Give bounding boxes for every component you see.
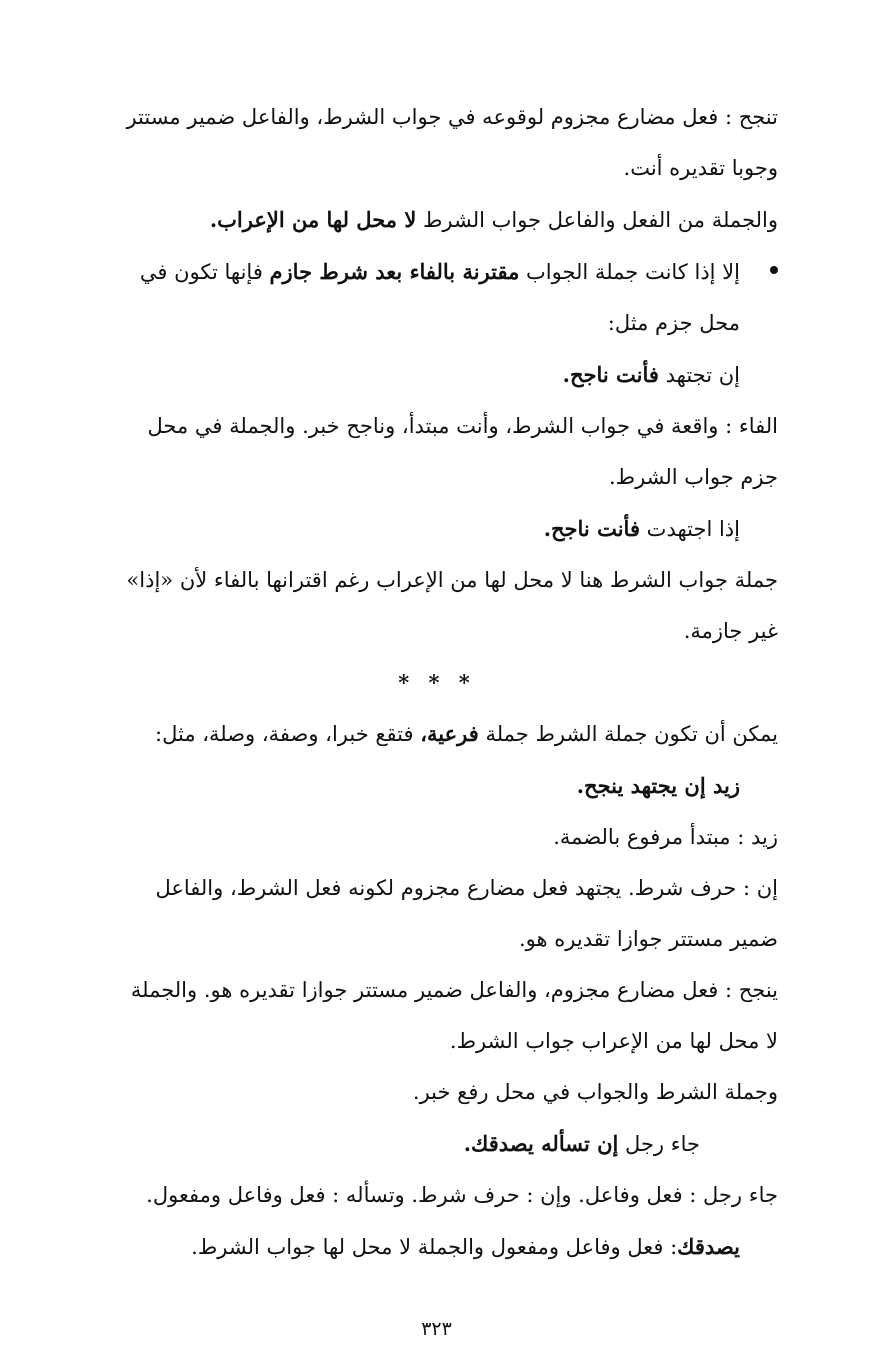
bold-phrase: فأنت ناجح. <box>562 362 659 387</box>
line-text: ينجح : فعل مضارع مجزوم، والفاعل ضمير مستتر جوازا تقديره هو. والجملة <box>130 978 778 1002</box>
example-line <box>96 760 778 812</box>
line-text: جزم جواب الشرط. <box>608 465 778 489</box>
text-line <box>96 914 778 965</box>
line-text: وجوبا تقديره أنت. <box>623 156 778 180</box>
line-text: إلا إذا كانت جملة الجواب <box>519 260 740 284</box>
line-text: جملة جواب الشرط هنا لا محل لها من الإعراب رغم اقترانها بالفاء لأن «إذا» <box>126 568 778 592</box>
text-line <box>96 1221 778 1273</box>
bullet-icon <box>770 266 778 274</box>
line-text: جاء رجل : فعل وفاعل. وإن : حرف شرط. وتسأله : فعل وفاعل ومفعول. <box>146 1183 778 1207</box>
line-text: غير جازمة. <box>683 619 778 643</box>
line-text: وجملة الشرط والجواب في محل رفع خبر. <box>412 1080 778 1104</box>
text-line <box>96 1067 778 1118</box>
section-separator: * * * <box>398 670 476 695</box>
bold-phrase: لا محل لها من الإعراب. <box>209 207 417 232</box>
line-text: لا محل لها من الإعراب جواب الشرط. <box>449 1029 778 1053</box>
bullet-item <box>96 246 778 298</box>
page-body <box>96 92 778 1355</box>
line-text: فتقع خبرا، وصفة، وصلة، مثل: <box>155 722 421 746</box>
text-line <box>96 194 778 246</box>
line-text: تنجح : فعل مضارع مجزوم لوقوعه في جواب الشرط، والفاعل ضمير مستتر <box>126 105 778 129</box>
text-line <box>96 1016 778 1067</box>
text-line <box>96 452 778 503</box>
text-line <box>96 92 778 143</box>
text-line <box>96 708 778 760</box>
example-line <box>96 349 778 401</box>
bold-phrase: فرعية، <box>420 721 479 746</box>
text-line <box>96 965 778 1016</box>
text-line <box>96 143 778 194</box>
bold-phrase: مقترنة بالفاء بعد شرط جازم <box>269 259 520 284</box>
line-text: يمكن أن تكون جملة الشرط جملة <box>478 722 778 746</box>
line-text: زيد : مبتدأ مرفوع بالضمة. <box>553 825 778 849</box>
text-line <box>96 298 778 349</box>
text-line <box>96 812 778 863</box>
bold-phrase: زيد إن يجتهد ينجح. <box>576 773 740 798</box>
line-text: والجملة من الفعل والفاعل جواب الشرط <box>416 208 778 232</box>
line-text: محل جزم مثل: <box>607 311 740 335</box>
line-text: جاء رجل <box>618 1132 700 1156</box>
text-line <box>96 555 778 606</box>
example-line <box>96 1118 778 1170</box>
line-text: الفاء : واقعة في جواب الشرط، وأنت مبتدأ، وناجح خبر. والجملة في محل <box>147 414 778 438</box>
text-line <box>96 401 778 452</box>
line-text: فإنها تكون في <box>139 260 270 284</box>
bold-phrase: فأنت ناجح. <box>543 516 640 541</box>
example-line <box>96 503 778 555</box>
line-text: ضمير مستتر جوازا تقديره هو. <box>518 927 778 951</box>
line-text: إن تجتهد <box>658 363 740 387</box>
line-text: : فعل وفاعل ومفعول والجملة لا محل لها جواب الشرط. <box>191 1235 678 1259</box>
page-number: ٣٢٣ <box>421 1318 452 1340</box>
text-line <box>96 606 778 657</box>
line-text: إذا اجتهدت <box>640 517 740 541</box>
text-line <box>96 1170 778 1221</box>
bold-phrase: يصدقك <box>677 1234 740 1259</box>
line-text: إن : حرف شرط. يجتهد فعل مضارع مجزوم لكونه فعل الشرط، والفاعل <box>155 876 778 900</box>
bold-phrase: إن تسأله يصدقك. <box>463 1131 619 1156</box>
text-line <box>96 863 778 914</box>
